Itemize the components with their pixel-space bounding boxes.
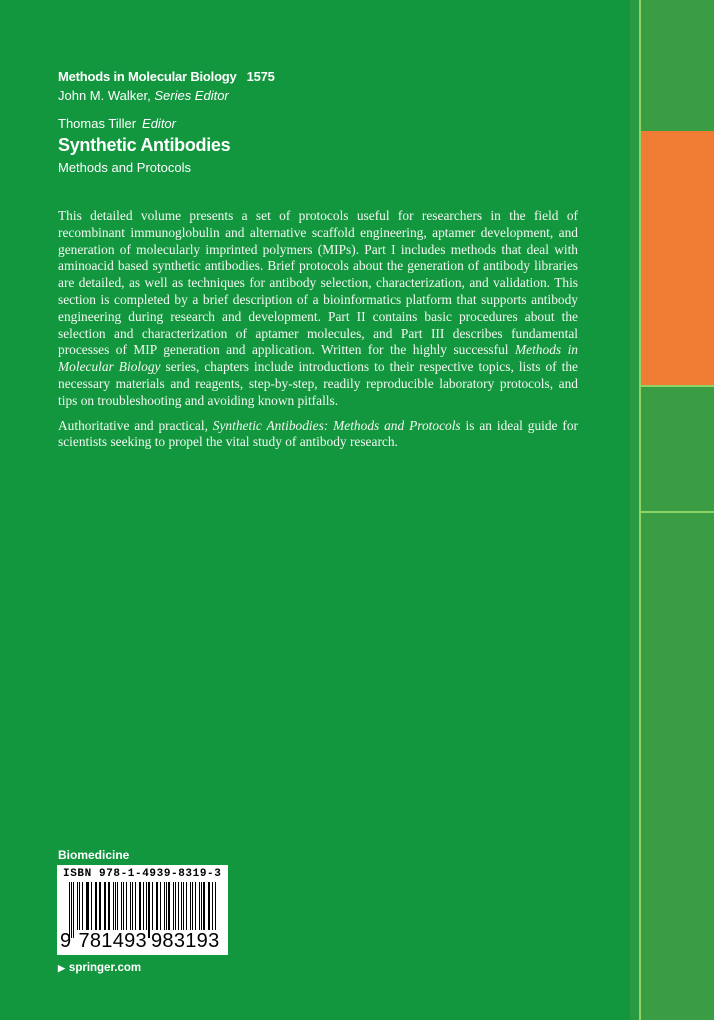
description-paragraph-2: Authoritative and practical, Synthetic Antibodies: Methods and Protocols is an ideal guide for scientists seeking to propel the vital study of antibody research. (58, 417, 578, 450)
book-description (58, 208, 578, 451)
horizontal-divider (641, 385, 714, 387)
series-name: Methods in Molecular Biology (58, 69, 237, 84)
series-title (58, 69, 275, 84)
triangle-right-icon: ▶ (58, 963, 65, 973)
cover-shade (630, 0, 639, 1020)
book-title: Synthetic Antibodies (58, 135, 231, 155)
series-number: 1575 (246, 69, 275, 84)
editor-role: Editor (142, 116, 176, 131)
publisher-url: springer.com (68, 962, 142, 974)
editor-name: Thomas Tiller (58, 116, 137, 131)
volume-editor (58, 116, 176, 131)
series-editor-name: John M. Walker, (58, 88, 151, 103)
isbn-label: ISBN 978-1-4939-8319-3 (63, 868, 222, 880)
horizontal-divider (641, 511, 714, 513)
series-editor-role: Series Editor (154, 88, 229, 103)
publisher-link[interactable] (58, 962, 141, 974)
book-subtitle: Methods and Protocols (58, 160, 191, 175)
orange-accent-block (641, 131, 714, 385)
isbn-barcode (57, 865, 228, 955)
barcode-digits: 9 781493 983193 (60, 930, 220, 952)
subject-category: Biomedicine (58, 848, 130, 862)
description-paragraph-1: This detailed volume presents a set of protocols useful for researchers in the field of recombinant immunoglobulin and alternative scaffold engineering, aptamer development, and generation of molecularly imprinted polymers (MIPs). Part I includes methods that deal with aminoacid based synthetic antibodies. Brief protocols about the generation of antibody libraries are detailed, as well as techniques for antibody selection, characterization, and validation. This section is completed by a brief description of a bioinformatics platform that supports antibody engineering during research and development. Part II contains basic procedures about the selection and characterization of aptamer molecules, and Part III describes fundamental processes of MIP generation and application. Written for the highly successful Methods in Molecular Biology series, chapters include introductions to their respective topics, lists of the necessary materials and reagents, step-by-step, readily reproducible laboratory protocols, and tips on troubleshooting and avoiding known pitfalls. (58, 208, 579, 408)
series-editor (58, 88, 229, 103)
